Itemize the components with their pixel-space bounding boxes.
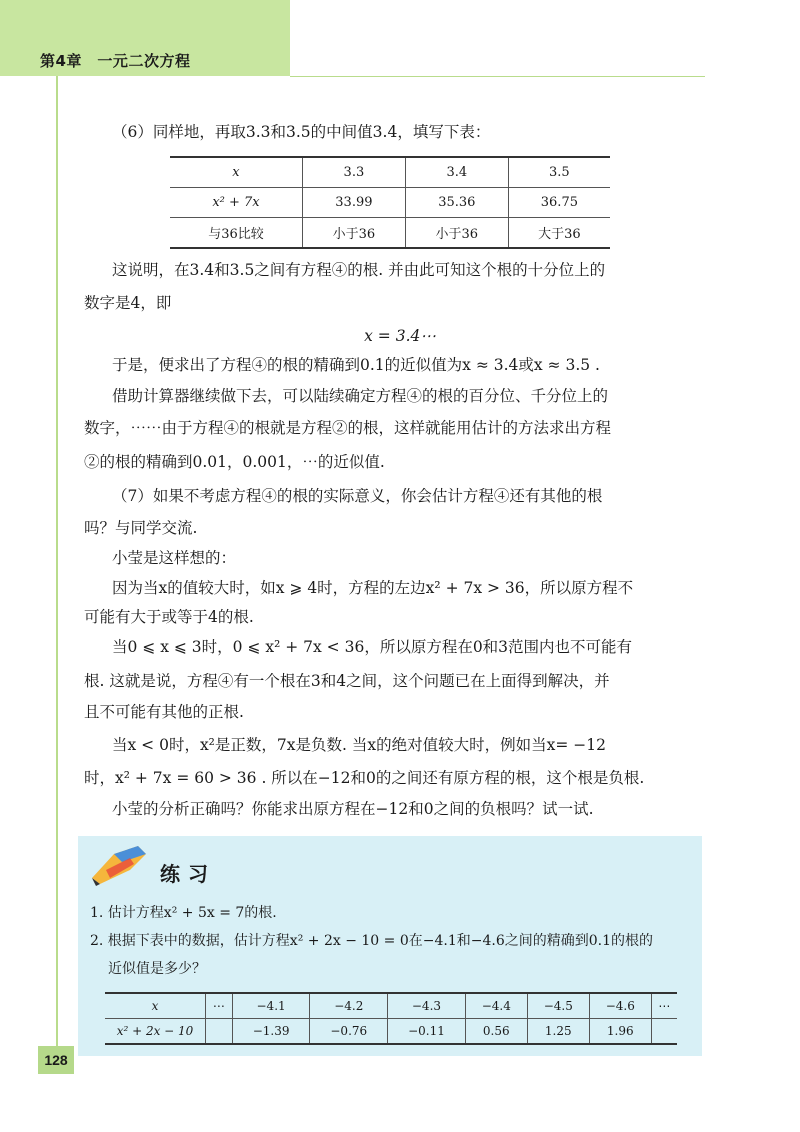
paragraph-line: 于是，便求出了方程④的根的精确到0.1的近似值为x ≈ 3.4或x ≈ 3.5 . xyxy=(112,356,600,374)
table-cell: −4.3 xyxy=(388,993,466,1019)
table-cell: x xyxy=(170,157,302,188)
table-cell: 大于36 xyxy=(508,218,610,249)
table-row xyxy=(105,993,677,1019)
step7-text: （7）如果不考虑方程④的根的实际意义，你会估计方程④还有其他的根 xyxy=(112,487,603,505)
table-cell: 3.5 xyxy=(508,157,610,188)
pencil-icon xyxy=(86,840,156,890)
table-cell: 与36比较 xyxy=(170,218,302,249)
paragraph-line: 且不可能有其他的正根. xyxy=(84,703,244,721)
paragraph-line: 因为当x的值较大时，如x ⩾ 4时，方程的左边x² + 7x > 36，所以原方程不 xyxy=(112,579,634,597)
page-number: 128 xyxy=(38,1046,74,1074)
table-cell xyxy=(206,1019,233,1045)
table-cell: −0.11 xyxy=(388,1019,466,1045)
paragraph-line: 吗？与同学交流. xyxy=(84,519,198,537)
table-cell: 3.3 xyxy=(302,157,405,188)
paragraph-line: 借助计算器继续做下去，可以陆续确定方程④的根的百分位、千分位上的 xyxy=(112,387,609,405)
header-rule xyxy=(290,76,705,77)
value-table xyxy=(170,156,610,249)
table-cell: 3.4 xyxy=(405,157,508,188)
table-cell: 1.96 xyxy=(589,1019,651,1045)
table-cell: −4.5 xyxy=(527,993,589,1019)
table-row xyxy=(105,1019,677,1045)
equation: x = 3.4⋯ xyxy=(364,327,436,345)
table-cell: −4.6 xyxy=(589,993,651,1019)
table-cell: −0.76 xyxy=(310,1019,388,1045)
table-cell: x² + 7x xyxy=(170,188,302,218)
table-row xyxy=(170,157,610,188)
paragraph-line: 当x < 0时，x²是正数，7x是负数. 当x的绝对值较大时，例如当x= −12 xyxy=(112,736,606,754)
paragraph-line: 根. 这就是说，方程④有一个根在3和4之间，这个问题已在上面得到解决，并 xyxy=(84,672,610,690)
paragraph-line: 小莹是这样想的： xyxy=(112,549,237,567)
chapter-title: 第4章 一元二次方程 xyxy=(40,52,191,70)
exercise-1: 1. 估计方程x² + 5x = 7的根. xyxy=(90,905,277,921)
paragraph-line: 数字是4，即 xyxy=(84,294,172,312)
exercise-2-cont: 近似值是多少？ xyxy=(108,961,206,977)
table-cell: −1.39 xyxy=(232,1019,310,1045)
table-cell xyxy=(651,1019,677,1045)
paragraph-line: ②的根的精确到0.01，0.001，⋯的近似值. xyxy=(84,453,385,471)
exercise-table xyxy=(105,992,677,1045)
table-cell: 小于36 xyxy=(302,218,405,249)
paragraph-line: 当0 ⩽ x ⩽ 3时，0 ⩽ x² + 7x < 36，所以原方程在0和3范围内也不可能有 xyxy=(112,638,633,656)
table-row xyxy=(170,218,610,249)
table-cell: 36.75 xyxy=(508,188,610,218)
table-cell: 0.56 xyxy=(465,1019,527,1045)
step6-text: （6）同样地，再取3.3和3.5的中间值3.4，填写下表： xyxy=(112,123,491,141)
margin-rule xyxy=(56,76,58,1046)
table-cell: −4.4 xyxy=(465,993,527,1019)
table-cell: 小于36 xyxy=(405,218,508,249)
table-cell: ⋯ xyxy=(206,993,233,1019)
table-cell: −4.2 xyxy=(310,993,388,1019)
exercise-2: 2. 根据下表中的数据，估计方程x² + 2x − 10 = 0在−4.1和−4.6之间的精确到0.1的根的 xyxy=(90,933,653,949)
paragraph-line: 数字，⋯⋯由于方程④的根就是方程②的根，这样就能用估计的方法求出方程 xyxy=(84,419,612,437)
paragraph-line: 可能有大于或等于4的根. xyxy=(84,608,254,626)
practice-title: 练习 xyxy=(160,862,216,886)
table-row xyxy=(170,188,610,218)
paragraph-line: 时，x² + 7x = 60 > 36 . 所以在−12和0的之间还有原方程的根，这个根是负根. xyxy=(84,769,645,787)
table-cell: 1.25 xyxy=(527,1019,589,1045)
paragraph-line: 小莹的分析正确吗？你能求出原方程在−12和0之间的负根吗？试一试. xyxy=(112,800,594,818)
table-cell: 33.99 xyxy=(302,188,405,218)
paragraph-line: 这说明，在3.4和3.5之间有方程④的根. 并由此可知这个根的十分位上的 xyxy=(112,261,606,279)
table-cell: −4.1 xyxy=(232,993,310,1019)
table-cell: ⋯ xyxy=(651,993,677,1019)
table-cell: 35.36 xyxy=(405,188,508,218)
table-cell: x² + 2x − 10 xyxy=(105,1019,206,1045)
table-cell: x xyxy=(105,993,206,1019)
